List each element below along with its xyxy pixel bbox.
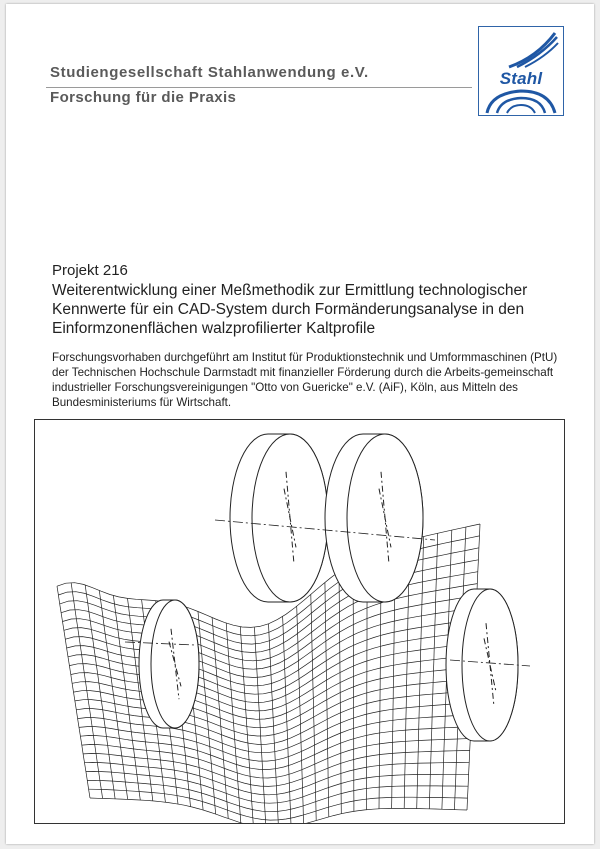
forming-roll	[446, 589, 518, 741]
mesh-line	[240, 627, 253, 823]
stahl-logo	[478, 26, 564, 116]
logo-wordmark: Stahl	[499, 69, 543, 88]
project-title: Weiterentwicklung einer Meßmethodik zur Ermittlung technologischer Kennwerte für ein CAD-System durch Formänderungsanalyse in den Einformzonenflächen walzprofilierter Kaltprofile	[52, 282, 528, 337]
roll-forming-mesh-drawing	[35, 420, 564, 823]
mesh-line	[269, 624, 279, 823]
project-number: Projekt 216	[52, 262, 128, 279]
mesh-line	[65, 596, 477, 678]
mesh-line	[71, 643, 475, 711]
project-description: Forschungsvorhaben durchgeführt am Institut für Produktionstechnik und Umformmaschinen (PtU) der Technischen Hochschule Darmstadt mit finanzieller Förderung durch die Arbeits-gemeinschaft industrieller Forschungsvereinigungen "Otto von Guericke" e.V. (AiF), Köln, aus Mitteln des Bundesministeriums für Wirtschaft.	[52, 351, 558, 409]
organization-tagline: Forschung für die Praxis	[50, 89, 237, 106]
mesh-line	[67, 607, 477, 686]
header-divider	[46, 87, 472, 88]
mesh-line	[90, 798, 467, 823]
forming-roll	[325, 434, 423, 602]
forming-roll	[230, 434, 328, 602]
figure-frame	[34, 419, 565, 824]
forming-roll	[139, 600, 199, 728]
cover-page	[6, 4, 594, 844]
organization-name: Studiengesellschaft Stahlanwendung e.V.	[50, 64, 369, 81]
